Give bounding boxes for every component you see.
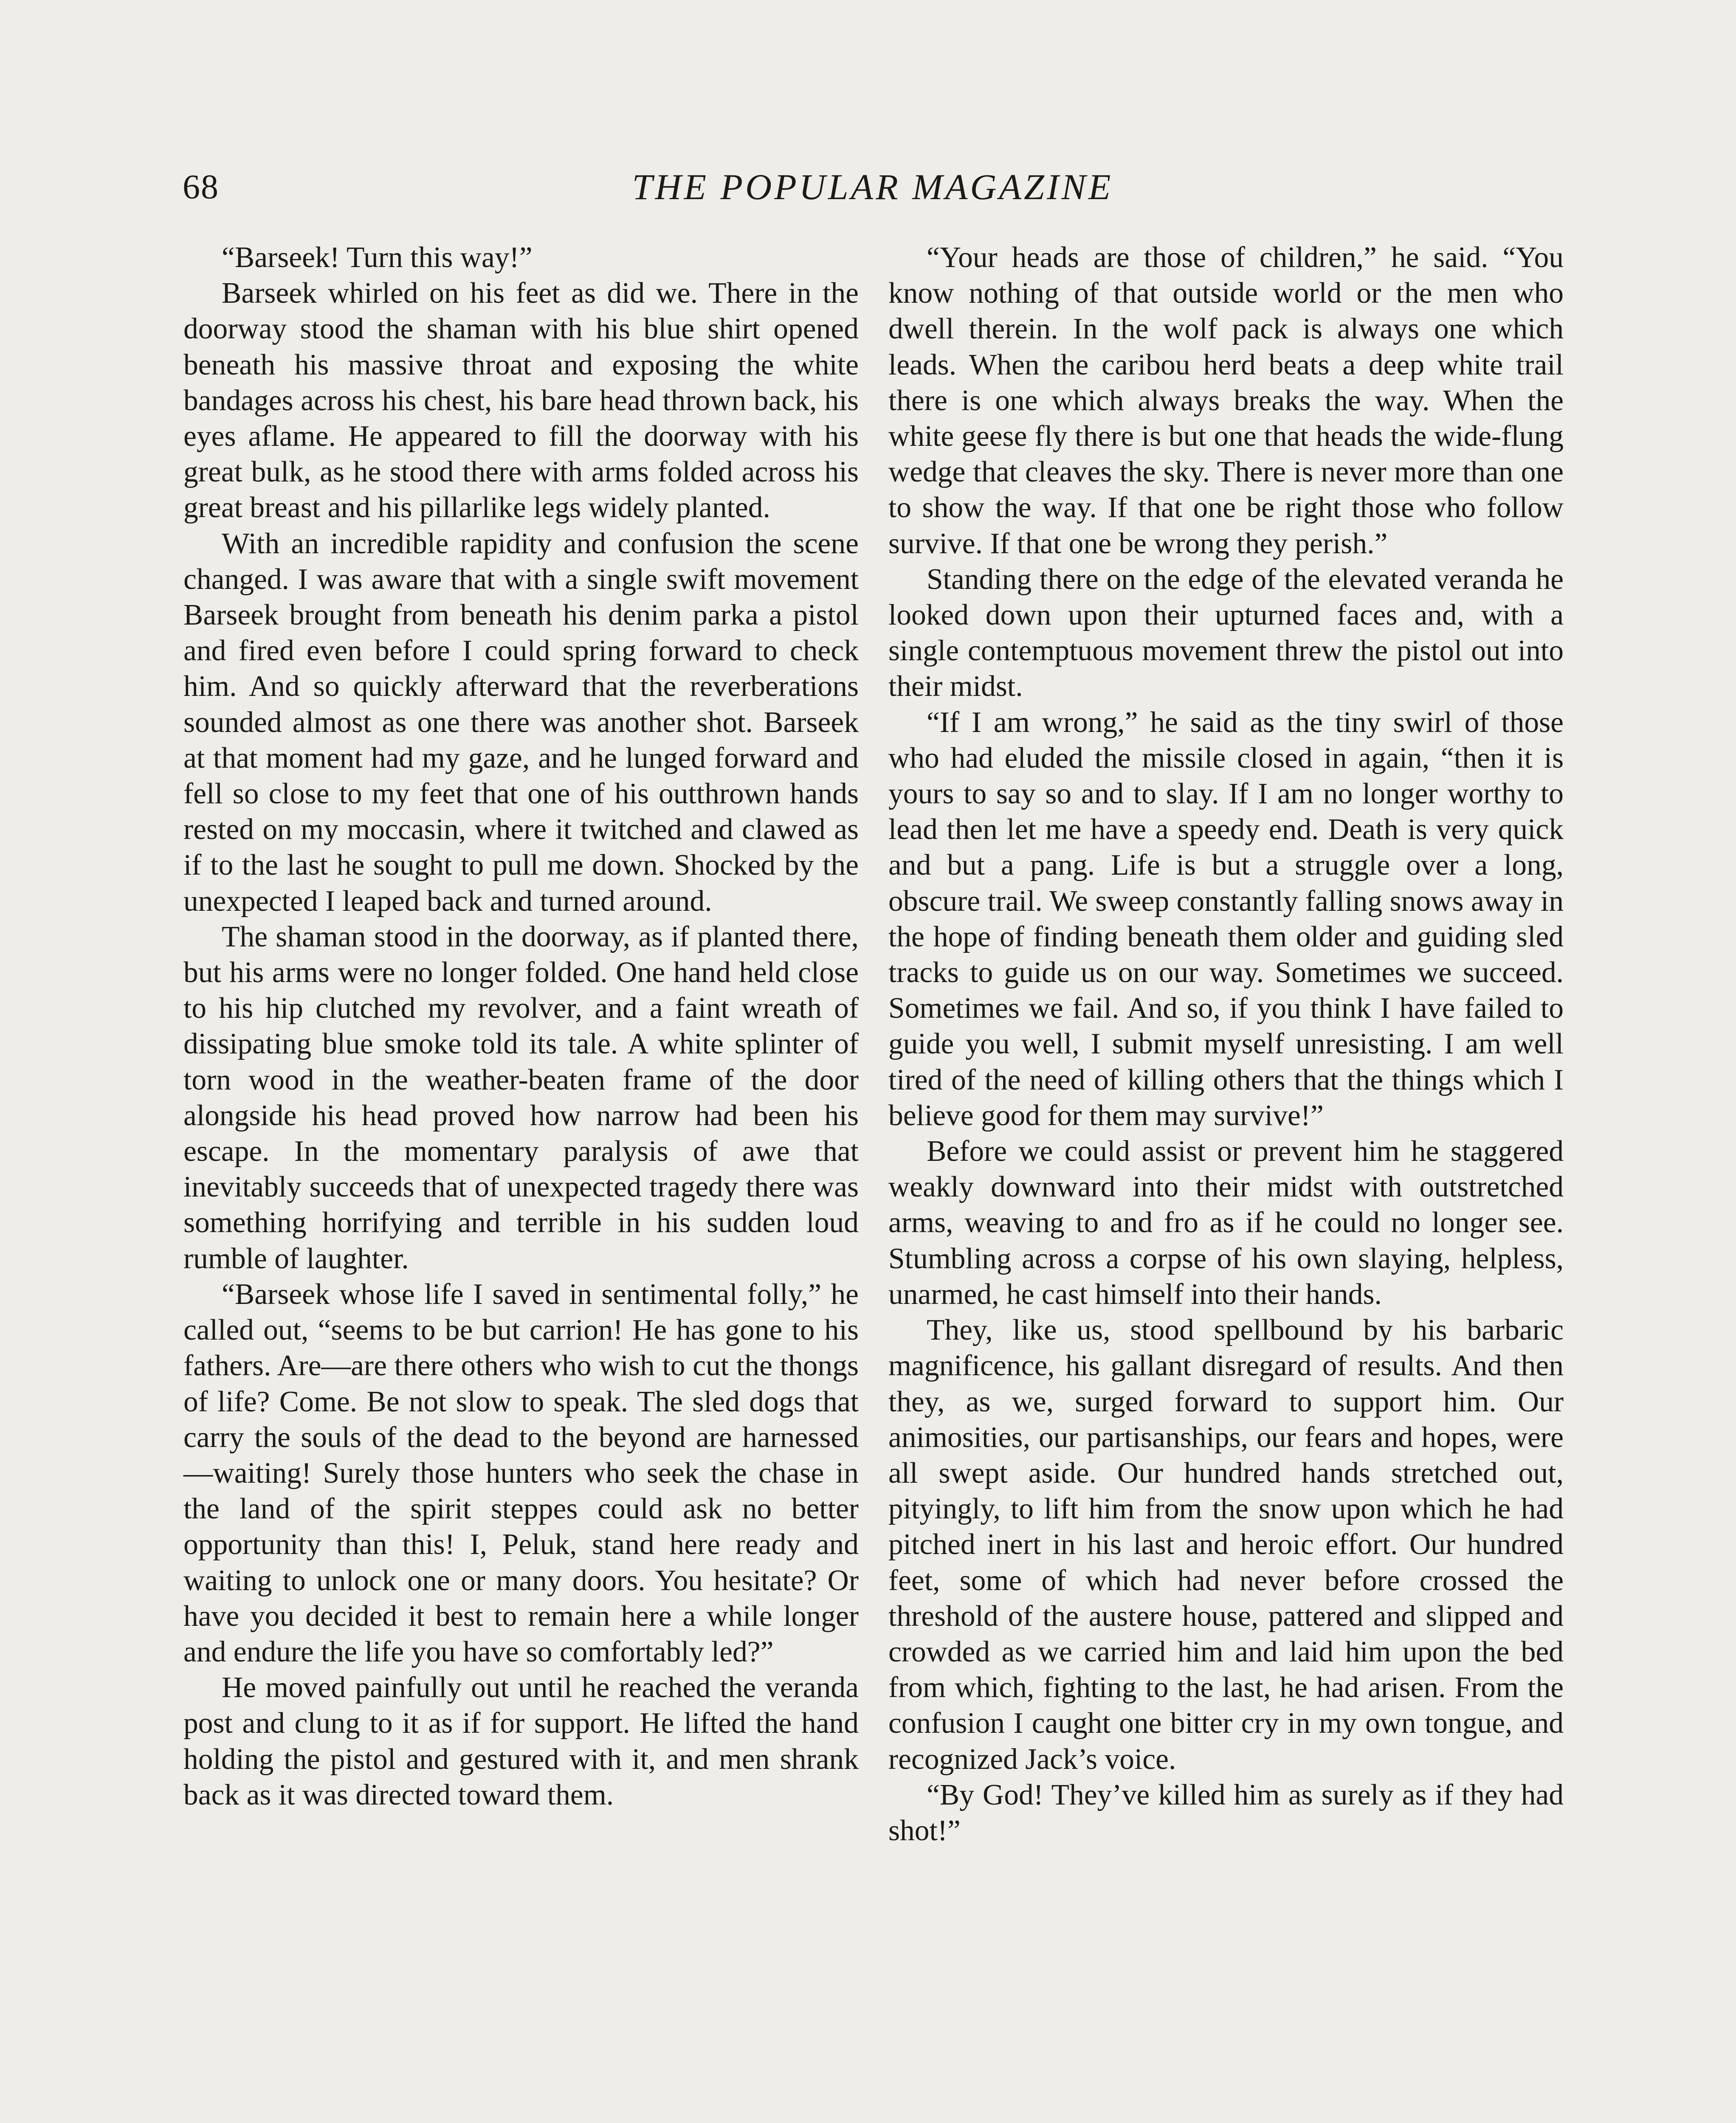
paragraph: “Barseek! Turn this way!”	[222, 241, 533, 274]
left-column	[183, 240, 859, 1813]
running-title: THE POPULAR MAGAZINE	[632, 166, 1113, 207]
paragraph: They, like us, stood spellbound by his barbaric magnificence, his gallant disregard of results. And then they, as we, surged forward to support him. Our animosities, our partisanships, our fears and hopes, were all swept aside. Our hundred hands stretched out, pityingly, to lift him from the snow upon which he had pitched inert in his last and heroic effort. Our hundred feet, some of which had never before crossed the threshold of the austere house, pattered and slipped and crowded as we carried him and laid him upon the bed from which, fighting to the last, he had arisen. From the confusion I caught one bitter cry in my own tongue, and recognized Jack’s voice.	[888, 1314, 1564, 1776]
paragraph: “Your heads are those of children,” he said. “You know nothing of that outside world or the men who dwell therein. In the wolf pack is always one which leads. When the caribou herd beats a deep white trail there is one which always breaks the way. When the white geese fly there is but one that heads the wide-flung wedge that cleaves the sky. There is never more than one to show the way. If that one be right those who follow survive. If that one be wrong they perish.”	[888, 241, 1564, 560]
paragraph: “By God! They’ve killed him as surely as if they had shot!”	[888, 1778, 1564, 1847]
paragraph: “Barseek whose life I saved in sentimental folly,” he called out, “seems to be but carrion! He has gone to his fathers. Are—are there others who wish to cut the thongs of life? Come. Be not slow to speak. The sled dogs that carry the souls of the dead to the beyond are harnessed—waiting! Surely those hunters who seek the chase in the land of the spirit steppes could ask no better opportunity than this! I, Peluk, stand here ready and waiting to unlock one or many doors. You hesitate? Or have you decided it best to remain here a while longer and endure the life you have so comfortably led?”	[183, 1278, 859, 1668]
paragraph: He moved painfully out until he reached the veranda post and clung to it as if for support. He lifted the hand holding the pistol and gestured with it, and men shrank back as it was directed toward them.	[183, 1671, 859, 1811]
paragraph: Before we could assist or prevent him he staggered weakly downward into their midst with outstretched arms, weaving to and fro as if he could no longer see. Stumbling across a corpse of his own slaying, helpless, unarmed, he cast himself into their hands.	[888, 1135, 1564, 1311]
paragraph: The shaman stood in the doorway, as if planted there, but his arms were no longer folded. One hand held close to his hip clutched my revolver, and a faint wreath of dissipating blue smoke told its tale. A white splinter of torn wood in the weather-beaten frame of the door alongside his head proved how narrow had been his escape. In the momentary paralysis of awe that inevitably succeeds that of unexpected tragedy there was something horrifying and terrible in his sudden loud rumble of laughter.	[183, 920, 859, 1275]
paragraph: Barseek whirled on his feet as did we. There in the doorway stood the shaman with his blue shirt opened beneath his massive throat and exposing the white bandages across his chest, his bare head thrown back, his eyes aflame. He appeared to fill the doorway with his great bulk, as he stood there with arms folded across his great breast and his pillarlike legs widely planted.	[183, 277, 859, 524]
paragraph: With an incredible rapidity and confusion the scene changed. I was aware that with a single swift movement Barseek brought from beneath his denim parka a pistol and fired even before I could spring forward to check him. And so quickly afterward that the reverberations sounded almost as one there was another shot. Barseek at that moment had my gaze, and he lunged forward and fell so close to my feet that one of his outthrown hands rested on my moccasin, where it twitched and clawed as if to the last he sought to pull me down. Shocked by the unexpected I leaped back and turned around.	[183, 527, 859, 918]
paragraph: Standing there on the edge of the elevated veranda he looked down upon their upturned faces and, with a single contemptuous movement threw the pistol out into their midst.	[888, 563, 1564, 703]
paragraph: “If I am wrong,” he said as the tiny swirl of those who had eluded the missile closed in again, “then it is yours to say so and to slay. If I am no longer worthy to lead then let me have a speedy end. Death is very quick and but a pang. Life is but a struggle over a long, obscure trail. We sweep constantly falling snows away in the hope of finding beneath them older and guiding sled tracks to guide us on our way. Sometimes we succeed. Sometimes we fail. And so, if you think I have failed to guide you well, I submit myself unresisting. I am well tired of the need of killing others that the things which I believe good for them may survive!”	[888, 706, 1564, 1132]
right-column	[888, 240, 1564, 1849]
page-header	[183, 163, 1563, 214]
page-number: 68	[183, 167, 219, 206]
